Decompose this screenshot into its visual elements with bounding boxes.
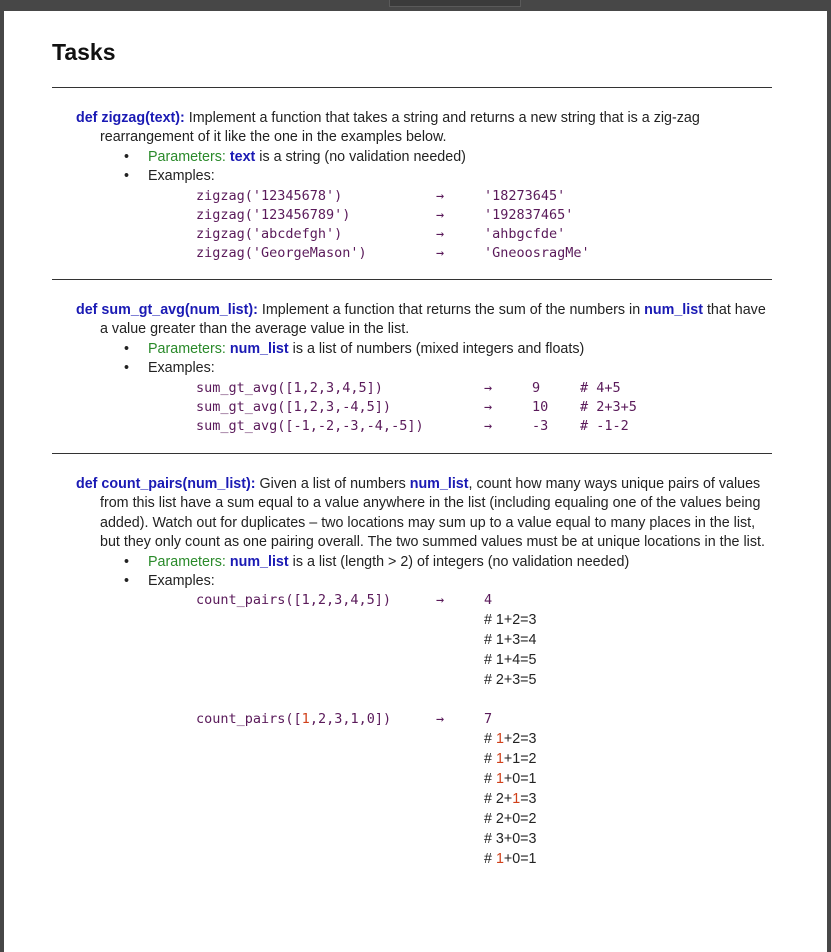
description-text: Implement a function that returns the sum of the numbers in <box>261 302 641 318</box>
example-comment: # -1-2 <box>580 417 629 434</box>
parameters-item <box>76 340 776 359</box>
examples-label: Examples: <box>148 168 215 185</box>
arrow-icon: → <box>436 244 445 261</box>
toolbar-tab <box>389 0 521 7</box>
example-result: 10 <box>532 398 549 415</box>
call-highlight: 1 <box>301 711 310 728</box>
pair-note <box>76 829 776 849</box>
example-call: zigzag('123456789') <box>196 206 351 223</box>
note-part: # <box>484 771 496 788</box>
arrow-icon: → <box>484 417 493 434</box>
parameters-item <box>76 553 776 572</box>
divider <box>52 453 772 454</box>
description-text: Implement a function that takes a string and returns a new string that is a zig-zag rearrangement of it like the one in the examples below. <box>100 110 700 146</box>
pair-note <box>76 849 776 869</box>
note-part: # 3+0=3 <box>484 831 537 848</box>
pair-note <box>76 789 776 809</box>
example-result: 4 <box>484 592 493 609</box>
example-comment: # 4+5 <box>580 379 621 396</box>
examples-block <box>76 379 776 436</box>
example-block-2 <box>76 710 776 869</box>
task-description <box>76 475 776 553</box>
note-part: # <box>484 731 496 748</box>
examples-item <box>76 359 776 378</box>
example-result: 'ahbgcfde' <box>484 225 566 242</box>
arrow-icon: → <box>436 711 445 728</box>
note-part: =3 <box>520 791 537 808</box>
function-signature: def zigzag(text): <box>76 110 185 126</box>
note-part: # <box>484 751 496 768</box>
examples-label: Examples: <box>148 573 215 590</box>
param-name: text <box>229 148 256 165</box>
example-row <box>76 398 776 417</box>
note-part: +1=2 <box>503 751 537 768</box>
example-row <box>76 591 776 610</box>
pair-note <box>76 749 776 769</box>
example-block-1 <box>76 591 776 690</box>
example-result: 'GneoosragMe' <box>484 244 590 261</box>
note-part: # 2+ <box>484 791 513 808</box>
task-description <box>76 109 776 148</box>
description-text: , count how many ways unique pairs of values from this list have a sum equal to a value anywhere in the list (including equaling one of the values being added). Watch out for duplicates – two locations may sum up to a value equal to many places in the list, but they only count as one pairing overall. The two summed values must be at unique locations in the list. <box>100 476 765 551</box>
pair-note-text: # 1+3=4 <box>484 632 537 649</box>
pair-note-text <box>484 809 536 829</box>
pair-note <box>76 769 776 789</box>
example-call: sum_gt_avg([-1,-2,-3,-4,-5]) <box>196 417 424 434</box>
parameters-item <box>76 148 776 167</box>
description-keyword: num_list <box>409 476 469 492</box>
example-row <box>76 710 776 729</box>
example-result: '18273645' <box>484 187 566 204</box>
description-text: Given a list of numbers <box>259 476 406 492</box>
param-description: is a list of numbers (mixed integers and floats) <box>292 340 585 357</box>
pair-note-text: # 1+2=3 <box>484 612 537 629</box>
pair-note <box>76 809 776 829</box>
bullet-list <box>76 148 776 187</box>
parameters-label: Parameters: <box>148 148 226 165</box>
divider <box>52 87 772 88</box>
divider <box>52 279 772 280</box>
param-name: num_list <box>229 340 289 357</box>
example-row <box>76 244 776 263</box>
bullet-list <box>76 553 776 592</box>
pair-note-text <box>484 829 536 849</box>
example-call: zigzag('GeorgeMason') <box>196 244 367 261</box>
task-count-pairs <box>76 475 776 869</box>
pair-note-text <box>484 749 537 769</box>
pair-note-text <box>484 729 537 749</box>
example-call: zigzag('12345678') <box>196 187 343 204</box>
pair-note-text: # 1+4=5 <box>484 652 537 669</box>
examples-item <box>76 167 776 186</box>
example-comment: # 2+3+5 <box>580 398 637 415</box>
page-title: Tasks <box>52 39 116 65</box>
task-description <box>76 301 776 340</box>
example-call: sum_gt_avg([1,2,3,-4,5]) <box>196 398 392 415</box>
pair-note <box>76 650 776 670</box>
pair-note <box>76 729 776 749</box>
example-row <box>76 187 776 206</box>
bullet-list <box>76 340 776 379</box>
example-call: count_pairs([1,2,3,4,5]) <box>196 592 392 609</box>
note-part: # 2+0=2 <box>484 811 537 828</box>
call-text: ,2,3,1,0]) <box>309 711 392 728</box>
example-row <box>76 206 776 225</box>
pair-note <box>76 630 776 650</box>
arrow-icon: → <box>436 206 445 223</box>
pair-note-text <box>484 769 537 789</box>
parameters-label: Parameters: <box>148 340 226 357</box>
example-result: 9 <box>532 379 541 396</box>
note-part: +0=1 <box>503 771 537 788</box>
example-row <box>76 417 776 436</box>
note-highlight: 1 <box>512 791 521 808</box>
arrow-icon: → <box>484 398 493 415</box>
note-part: # <box>484 851 496 868</box>
pair-note-text <box>484 789 537 809</box>
note-highlight: 1 <box>495 851 504 868</box>
task-zigzag <box>76 109 776 263</box>
examples-item <box>76 572 776 591</box>
description-text: that have a value greater than the average value in the list. <box>100 302 766 338</box>
description-keyword: num_list <box>644 302 703 318</box>
examples-label: Examples: <box>148 360 215 377</box>
example-call: sum_gt_avg([1,2,3,4,5]) <box>196 379 383 396</box>
function-signature: def count_pairs(num_list): <box>76 476 256 492</box>
example-row <box>76 379 776 398</box>
note-highlight: 1 <box>495 751 504 768</box>
param-description: is a list (length > 2) of integers (no validation needed) <box>292 553 630 570</box>
arrow-icon: → <box>436 225 445 242</box>
pair-note-text <box>484 849 537 869</box>
parameters-label: Parameters: <box>148 553 226 570</box>
call-text: count_pairs([ <box>196 711 302 728</box>
example-call <box>196 710 391 729</box>
arrow-icon: → <box>436 592 445 609</box>
note-highlight: 1 <box>495 731 504 748</box>
pair-note <box>76 670 776 690</box>
document-page <box>4 11 827 952</box>
example-result: -3 <box>532 417 549 434</box>
examples-block <box>76 187 776 263</box>
task-sum-gt-avg <box>76 301 776 436</box>
function-signature: def sum_gt_avg(num_list): <box>76 302 258 318</box>
note-part: +2=3 <box>503 731 537 748</box>
spacer <box>76 690 776 710</box>
example-call: zigzag('abcdefgh') <box>196 225 343 242</box>
pair-note-text: # 2+3=5 <box>484 672 537 689</box>
arrow-icon: → <box>484 379 493 396</box>
example-result: 7 <box>484 711 493 728</box>
pair-note <box>76 610 776 630</box>
note-part: +0=1 <box>503 851 537 868</box>
note-highlight: 1 <box>495 771 504 788</box>
arrow-icon: → <box>436 187 445 204</box>
example-result: '192837465' <box>484 206 574 223</box>
param-description: is a string (no validation needed) <box>259 148 466 165</box>
example-row <box>76 225 776 244</box>
param-name: num_list <box>229 553 289 570</box>
